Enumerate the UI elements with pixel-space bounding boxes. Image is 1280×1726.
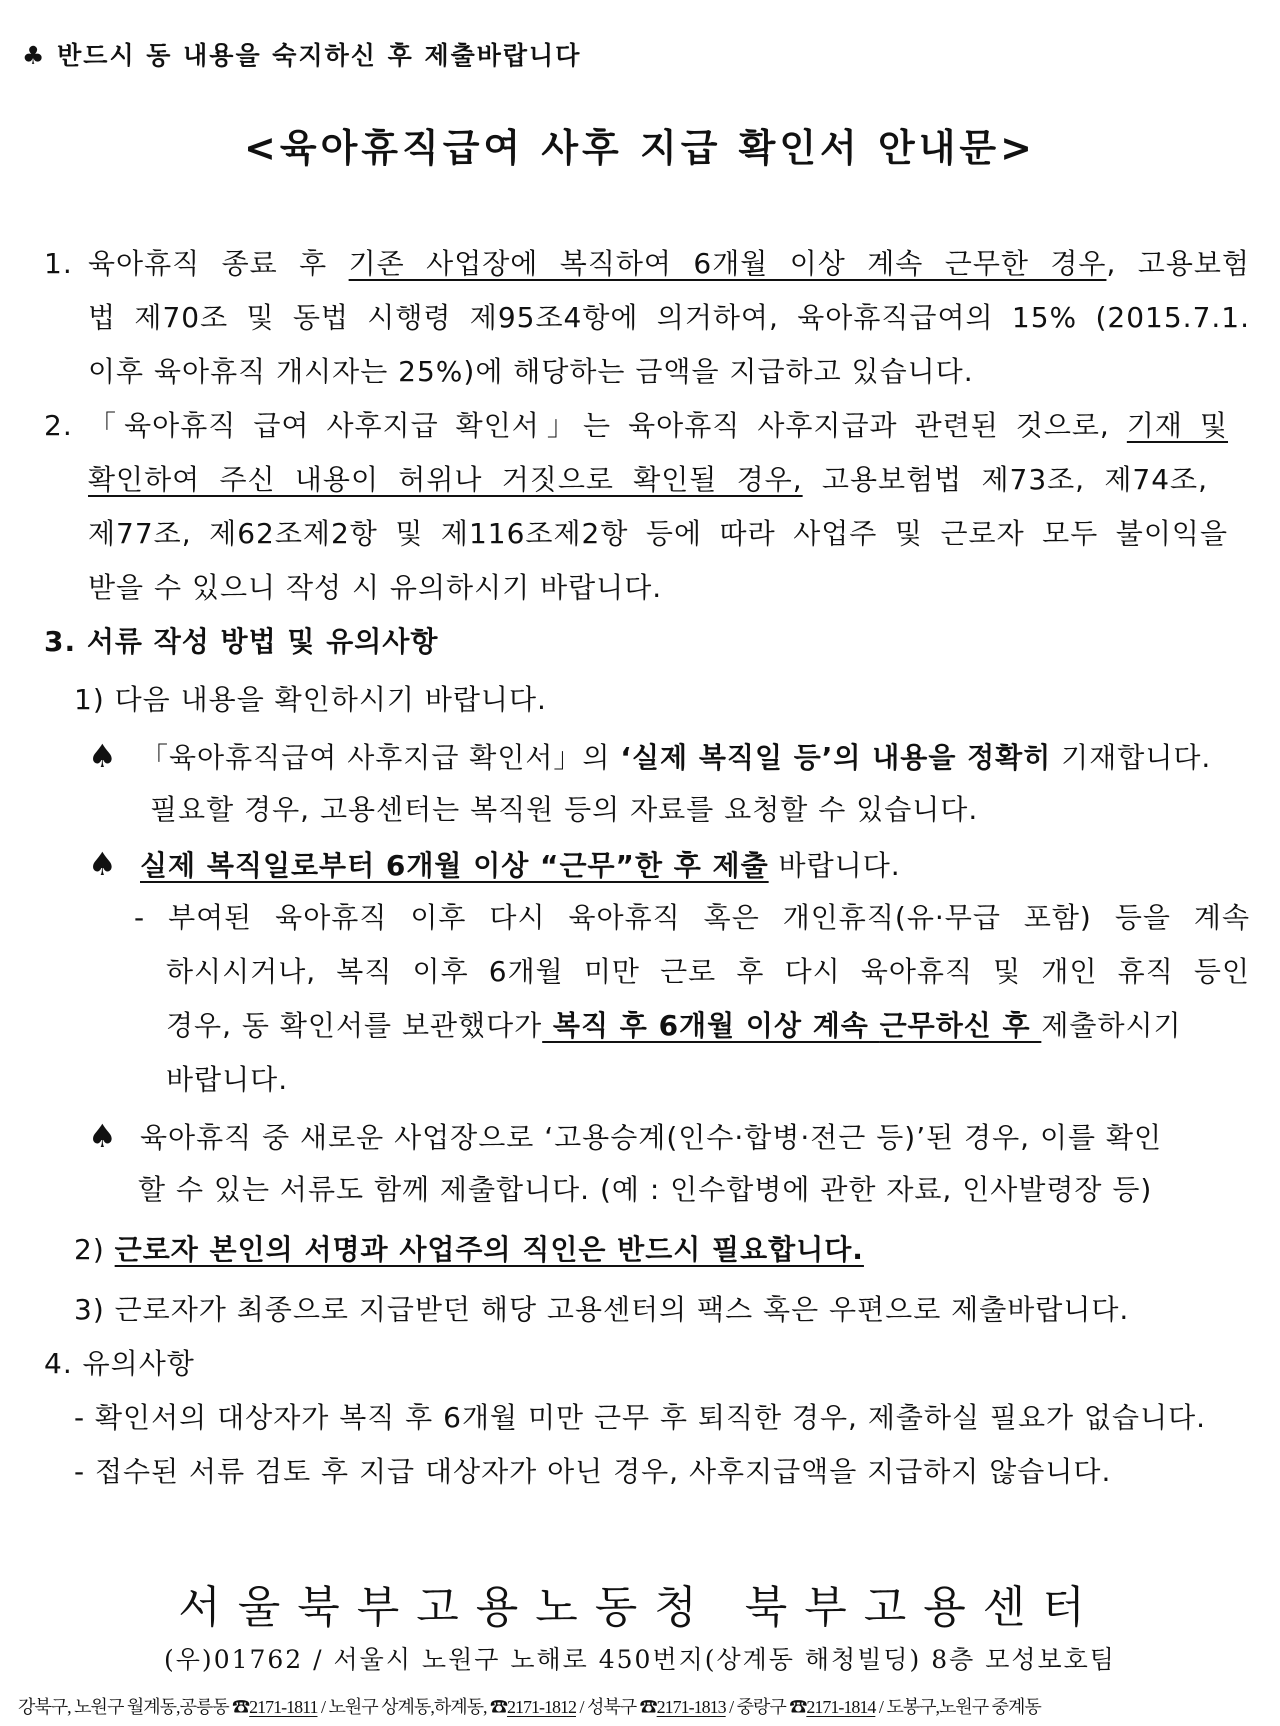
bold-underlined-1: 복직 후 6개월 이상 계속	[542, 1009, 880, 1042]
spade-icon: ♠	[88, 845, 118, 883]
phone-icon: ☎	[232, 1697, 250, 1717]
section2-line-3: 제77조, 제62조제2항 및 제116조제2항 등에 따라 사업주 및 근로자 모두 불이익을	[88, 517, 1228, 550]
top-notice	[22, 36, 581, 76]
section2-line-1: 「육아휴직 급여 사후지급 확인서」는 육아휴직 사후지급과 관련된 것으로, 기재 및	[88, 409, 1229, 442]
phone-number: 2171-1812	[506, 1697, 576, 1717]
dash-line-3: 경우, 동 확인서를 보관했다가 복직 후 6개월 이상 계속 근무하신 후 제출하시기	[166, 1009, 1182, 1042]
bold-emphasis: ‘실제 복직일 등’의 내용을 정확히	[620, 741, 1052, 774]
bullet-2: ♠ 실제 복직일로부터 6개월 이상 “근무”한 후 제출 바랍니다.	[88, 845, 901, 883]
bullet-1: ♠ 「육아휴직급여 사후지급 확인서」의 ‘실제 복직일 등’의 내용을 정확히 기재합니다.	[88, 737, 1212, 775]
section4-line-1: - 확인서의 대상자가 복직 후 6개월 미만 근무 후 퇴직한 경우, 제출하실 필요가 없습니다.	[74, 1401, 1207, 1434]
office-address: (우)01762 / 서울시 노원구 노해로 450번지(상계동 해청빌딩) 8층 모성보호팀	[164, 1645, 1116, 1674]
bullet-1-line-2: 필요할 경우, 고용센터는 복직원 등의 자료를 요청할 수 있습니다.	[150, 793, 979, 826]
section3-heading: 3. 서류 작성 방법 및 유의사항	[44, 625, 439, 658]
phone-number: 2171-1814	[806, 1697, 876, 1717]
notice-text: 반드시 동 내용을 숙지하신 후 제출바랍니다	[57, 41, 582, 70]
spade-icon: ♠	[88, 737, 118, 775]
phone-directory: 강북구, 노원구 월계동,공릉동 ☎2171-1811 / 노원구 상계동,하계동, ☎2171-1812 / 성북구 ☎2171-1813 / 중랑구 ☎2171-1814 / 도봉구,노원구 중계동	[18, 1697, 1041, 1717]
bold-underlined-2: 근무하신 후	[879, 1009, 1042, 1042]
phone-number: 2171-1811	[249, 1697, 318, 1717]
section1-line-1: 육아휴직 종료 후 기존 사업장에 복직하여 6개월 이상 계속 근무한 경우, 고용보험	[88, 247, 1250, 280]
office-name: 서울북부고용노동청 북부고용센터	[178, 1582, 1102, 1633]
phone-number: 2171-1813	[656, 1697, 726, 1717]
bullet-3-line-2: 할 수 있는 서류도 함께 제출합니다. (예 : 인수합병에 관한 자료, 인사발령장 등)	[138, 1173, 1153, 1206]
section3-item-1: 1) 다음 내용을 확인하시기 바랍니다.	[74, 683, 547, 716]
underlined-condition: 기존 사업장에 복직하여 6개월 이상 계속 근무한 경우	[348, 247, 1107, 280]
section1-number: 1.	[44, 247, 73, 280]
club-icon: ♣	[22, 41, 47, 70]
section1-line-3: 이후 육아휴직 개시자는 25%)에 해당하는 금액을 지급하고 있습니다.	[88, 355, 974, 388]
underlined-warning: 기재 및	[1126, 409, 1229, 442]
page-title: <육아휴직급여 사후 지급 확인서 안내문>	[244, 126, 1036, 170]
section3-item-3: 3) 근로자가 최종으로 지급받던 해당 고용센터의 팩스 혹은 우편으로 제출바랍니다.	[74, 1293, 1130, 1326]
section2-number: 2.	[44, 409, 73, 442]
spade-icon: ♠	[88, 1117, 118, 1155]
phone-icon: ☎	[789, 1697, 807, 1717]
bullet-3: ♠ 육아휴직 중 새로운 사업장으로 ‘고용승계(인수·합병·전근 등)’된 경우, 이를 확인	[88, 1117, 1163, 1155]
section1-line-2: 법 제70조 및 동법 시행령 제95조4항에 의거하여, 육아휴직급여의 15% (2015.7.1.	[88, 301, 1250, 334]
section4-heading: 4. 유의사항	[44, 1347, 195, 1380]
section2-line-2: 확인하여 주신 내용이 허위나 거짓으로 확인될 경우, 고용보험법 제73조, 제74조,	[88, 463, 1208, 496]
section4-line-2: - 접수된 서류 검토 후 지급 대상자가 아닌 경우, 사후지급액을 지급하지 않습니다.	[74, 1455, 1112, 1488]
phone-icon: ☎	[489, 1697, 507, 1717]
phone-icon: ☎	[639, 1697, 657, 1717]
underlined-warning-cont: 확인하여 주신 내용이 허위나 거짓으로 확인될 경우,	[88, 463, 803, 496]
dash-line-1: - 부여된 육아휴직 이후 다시 육아휴직 혹은 개인휴직(유·무급 포함) 등을 계속	[134, 901, 1250, 934]
section3-item-2: 2) 근로자 본인의 서명과 사업주의 직인은 반드시 필요합니다.	[74, 1233, 864, 1266]
dash-line-4: 바랍니다.	[166, 1063, 289, 1096]
dash-line-2: 하시시거나, 복직 이후 6개월 미만 근로 후 다시 육아휴직 및 개인 휴직 등인	[166, 955, 1250, 988]
section2-line-4: 받을 수 있으니 작성 시 유의하시기 바랍니다.	[88, 571, 663, 604]
bold-underlined-emphasis: 실제 복직일로부터 6개월 이상 “근무”한 후 제출	[140, 849, 769, 882]
required-signature-note: 근로자 본인의 서명과 사업주의 직인은 반드시 필요합니다.	[114, 1233, 864, 1266]
